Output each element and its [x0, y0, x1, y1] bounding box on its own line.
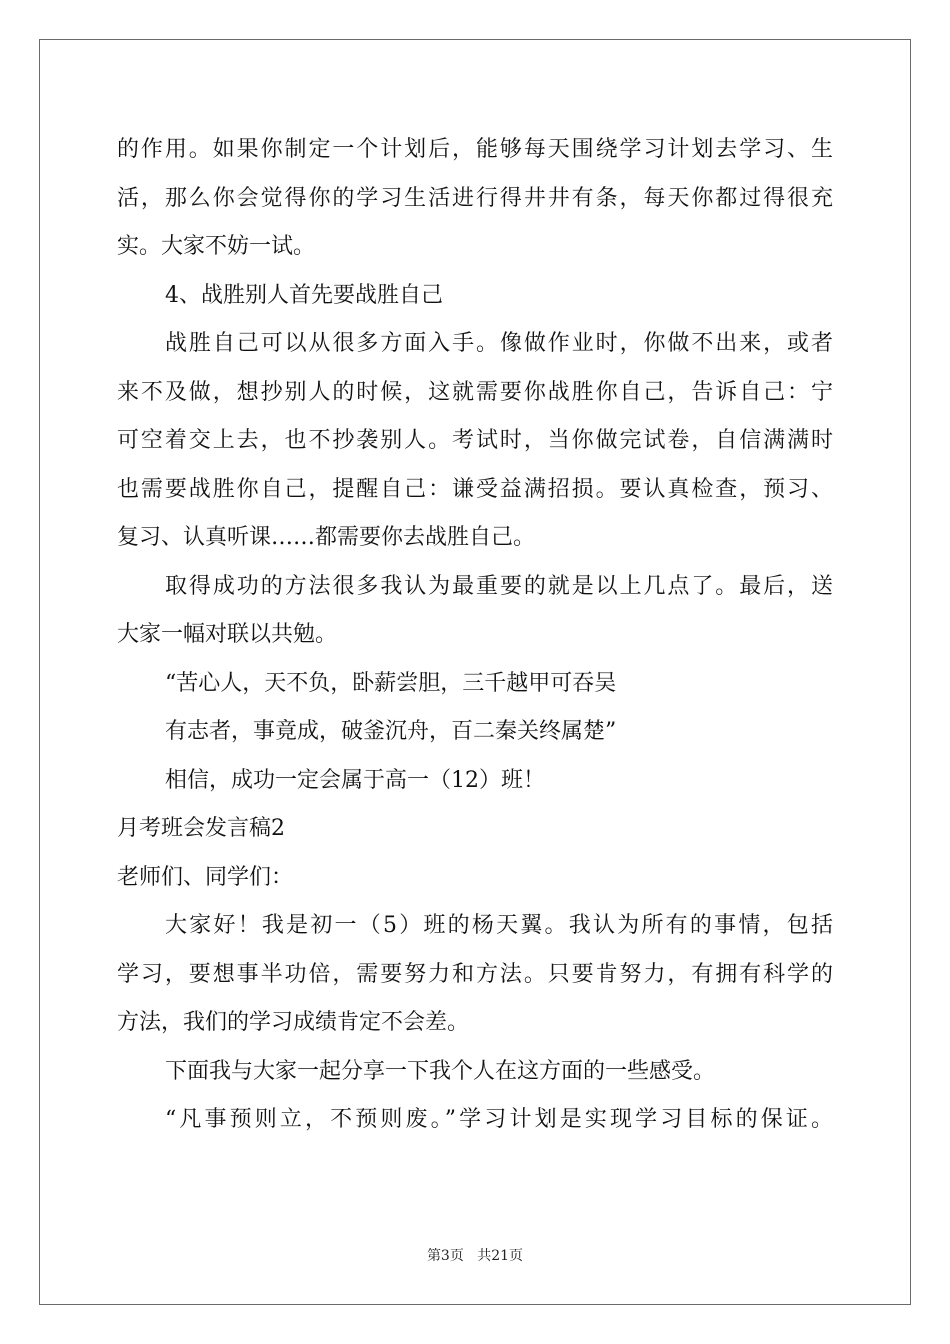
text-line: 实。大家不妨一试。: [117, 234, 316, 259]
text-line: 学习，要想事半功倍，需要努力和方法。只要肯努力，有拥有科学的: [117, 961, 833, 987]
section-heading: 月考班会发言稿2: [117, 816, 285, 841]
text-line: 来不及做，想抄别人的时候，这就需要你战胜你自己，告诉自己：宁: [117, 379, 833, 405]
text-line: 活，那么你会觉得你的学习生活进行得井井有条，每天你都过得很充: [117, 185, 833, 211]
text-line: 取得成功的方法很多我认为最重要的就是以上几点了。最后，送: [165, 573, 833, 599]
text-line: 也需要战胜你自己，提醒自己：谦受益满招损。要认真检查，预习、: [117, 476, 833, 502]
text-line: 大家一幅对联以共勉。: [117, 622, 338, 647]
text-line: 4、战胜别人首先要战胜自己: [165, 282, 443, 308]
text-line: “苦心人，天不负，卧薪尝胆，三千越甲可吞吴: [165, 670, 617, 696]
text-line: 战胜自己可以从很多方面入手。像做作业时，你做不出来，或者: [165, 331, 833, 356]
text-line: 的作用。如果你制定一个计划后，能够每天围绕学习计划去学习、生: [117, 137, 833, 162]
page-footer: [0, 1245, 950, 1265]
text-line: 相信，成功一定会属于高一（12）班！: [165, 767, 545, 793]
page-total: 共21页: [477, 1248, 524, 1264]
text-line: 下面我与大家一起分享一下我个人在这方面的一些感受。: [165, 1058, 716, 1084]
page-number: 第3页: [426, 1248, 464, 1264]
text-line: 大家好！我是初一（5）班的杨天翼。我认为所有的事情，包括: [165, 913, 833, 938]
text-line: 方法，我们的学习成绩肯定不会差。: [117, 1010, 470, 1035]
text-line: “凡事预则立，不预则废。”学习计划是实现学习目标的保证。: [165, 1107, 833, 1132]
salutation: 老师们、同学们：: [117, 864, 294, 890]
text-line: 有志者，事竟成，破釜沉舟，百二秦关终属楚”: [165, 719, 617, 744]
text-line: 复习、认真听课……都需要你去战胜自己。: [117, 525, 536, 550]
text-line: 可空着交上去，也不抄袭别人。考试时，当你做完试卷，自信满满时: [117, 428, 833, 453]
document-body: [117, 126, 833, 1145]
